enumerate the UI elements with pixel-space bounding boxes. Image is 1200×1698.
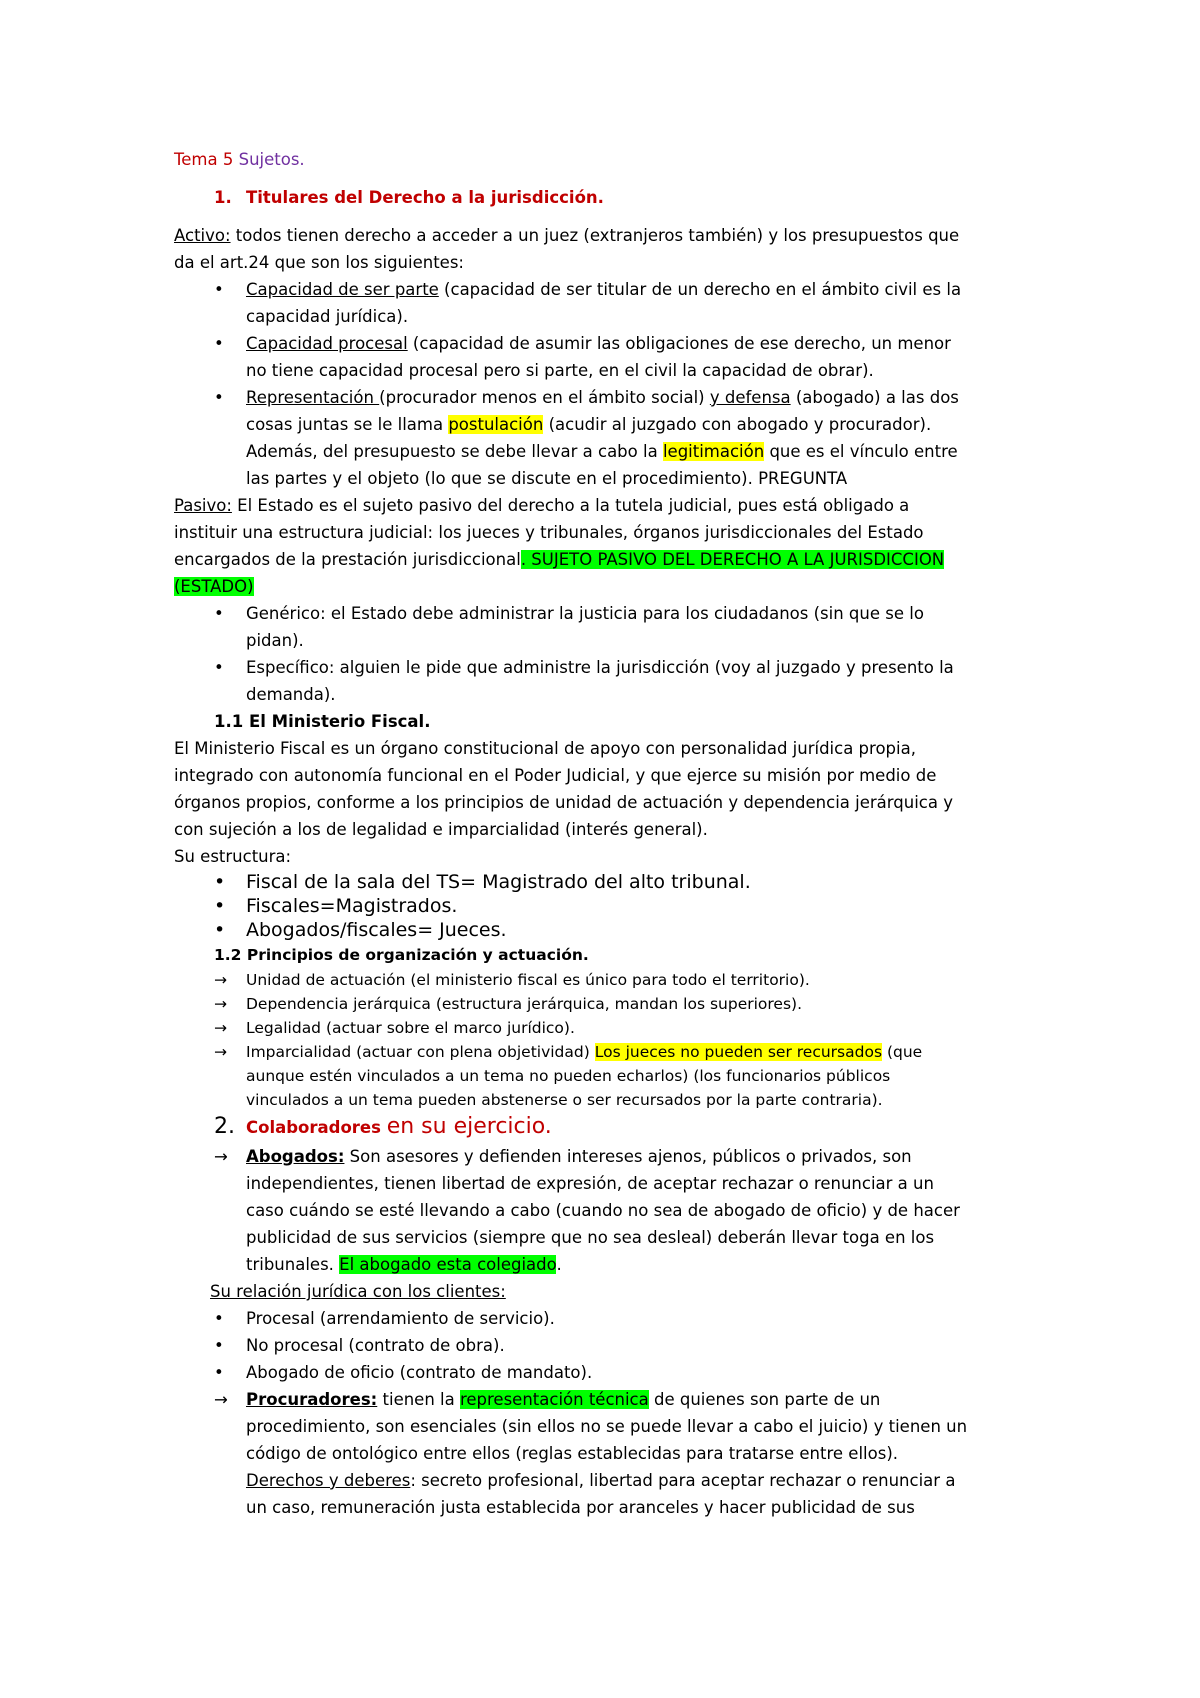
item-text-cont: independientes, tienen libertad de expresión, de aceptar rechazar o renunciar a un xyxy=(246,1174,934,1193)
text: encargados de la prestación jurisdiccional xyxy=(174,550,521,569)
estructura-label: Su estructura: xyxy=(174,847,292,866)
bullet-text-cont: capacidad jurídica). xyxy=(246,307,409,326)
subsection-heading: 1.2 Principios de organización y actuación. xyxy=(214,946,589,964)
procuradores-item xyxy=(174,1386,1054,1413)
paragraph-line: integrado con autonomía funcional en el Poder Judicial, y que ejerce su misión por medio de xyxy=(174,766,937,785)
arrow-icon: → xyxy=(214,971,227,989)
estructura-item xyxy=(174,894,1054,918)
item-text: Abogado de oficio (contrato de mandato). xyxy=(246,1363,593,1382)
section-heading-text: en su ejercicio. xyxy=(386,1114,552,1139)
bullet-marker: • xyxy=(214,871,226,893)
term: Procuradores: xyxy=(246,1390,378,1409)
term: Abogados: xyxy=(246,1147,345,1166)
arrow-icon: → xyxy=(214,1043,227,1061)
bullet-generico xyxy=(174,600,1054,627)
pasivo-line-3 xyxy=(174,546,1054,573)
text: . xyxy=(556,1255,562,1274)
bullet-marker: • xyxy=(214,1363,224,1382)
arrow-icon: → xyxy=(214,1390,228,1409)
pasivo-line-2: instituir una estructura judicial: los jueces y tribunales, órganos jurisdiccionales del Estado xyxy=(174,523,924,542)
item-text-cont: procedimiento, son esenciales (sin ellos no se puede llevar a cabo el juicio) y tienen un xyxy=(246,1417,968,1436)
bullet-representacion xyxy=(174,384,1054,411)
term: Capacidad procesal xyxy=(246,334,408,353)
item-text: Fiscales=Magistrados. xyxy=(246,895,458,917)
highlight-green: . SUJETO PASIVO DEL DERECHO A LA JURISDICCION xyxy=(520,550,945,569)
section-1-2 xyxy=(174,942,1054,1112)
activo-line-2: da el art.24 que son los siguientes: xyxy=(174,253,464,272)
term: Representación xyxy=(246,388,380,407)
bullet-marker: • xyxy=(214,388,224,407)
bullet-text: (abogado) a las dos xyxy=(790,388,959,407)
section-number: 2. xyxy=(214,1114,235,1139)
item-text: Unidad de actuación (el ministerio fiscal es único para todo el territorio). xyxy=(246,971,810,989)
bullet-text: (capacidad de ser titular de un derecho en el ámbito civil es la xyxy=(438,280,962,299)
highlight-green: representación técnica xyxy=(459,1390,649,1409)
principle-item xyxy=(174,992,1054,1016)
bullet-marker: • xyxy=(214,895,226,917)
arrow-icon: → xyxy=(214,1019,227,1037)
bullet-text: (procurador menos en el ámbito social) xyxy=(379,388,710,407)
relacion-item xyxy=(174,1359,1054,1386)
item-text-cont: aunque estén vinculados a un tema no pueden echarlos) (los funcionarios públicos xyxy=(246,1067,891,1085)
text: (acudir al juzgado con abogado y procurador). xyxy=(543,415,932,434)
relacion-label: Su relación jurídica con los clientes: xyxy=(210,1282,506,1301)
relacion-item xyxy=(174,1332,1054,1359)
highlight-yellow: legitimación xyxy=(662,442,765,461)
section-2 xyxy=(174,1112,1054,1521)
section-1-1 xyxy=(174,708,1054,942)
text: tribunales. xyxy=(246,1255,340,1274)
item-text: Imparcialidad (actuar con plena objetividad) xyxy=(246,1043,595,1061)
page-title xyxy=(174,146,1054,173)
item-text: Son asesores y defienden intereses ajenos, públicos o privados, son xyxy=(344,1147,912,1166)
pasivo-text: El Estado es el sujeto pasivo del derecho a la tutela judicial, pues está obligado a xyxy=(231,496,910,515)
paragraph-line: órganos propios, conforme a los principios de unidad de actuación y dependencia jerárquica y xyxy=(174,793,953,812)
estructura-item xyxy=(174,918,1054,942)
bullet-marker: • xyxy=(214,604,224,623)
bullet-text: (capacidad de asumir las obligaciones de ese derecho, un menor xyxy=(407,334,951,353)
title-part2: Sujetos. xyxy=(238,150,305,169)
bullet-text-cont xyxy=(174,411,1054,438)
item-text: de quienes son parte de un xyxy=(648,1390,881,1409)
pasivo-line-1 xyxy=(174,492,1054,519)
document-body xyxy=(174,146,1054,1521)
section-heading-text: Titulares del Derecho a la jurisdicción. xyxy=(246,188,604,207)
bullet-marker: • xyxy=(214,1309,224,1328)
abogados-item xyxy=(174,1143,1054,1170)
highlight-green: El abogado esta colegiado xyxy=(339,1255,557,1274)
activo-text: todos tienen derecho a acceder a un juez (extranjeros también) y los presupuestos que xyxy=(230,226,960,245)
bullet-marker: • xyxy=(214,1336,224,1355)
item-text: Abogados/fiscales= Jueces. xyxy=(246,919,507,941)
text: cosas juntas se le llama xyxy=(246,415,449,434)
item-text-cont: código de ontológico entre ellos (reglas establecidas para tratarse entre ellos). xyxy=(246,1444,898,1463)
bullet-marker: • xyxy=(214,919,226,941)
section-number: 1. xyxy=(214,188,232,207)
paragraph-line: con sujeción a los de legalidad e imparcialidad (interés general). xyxy=(174,820,708,839)
arrow-icon: → xyxy=(214,995,227,1013)
section-heading-text: Colaboradores xyxy=(246,1118,387,1137)
text: : secreto profesional, libertad para aceptar rechazar o renunciar a xyxy=(410,1471,956,1490)
bullet-capacidad-parte xyxy=(174,276,1054,303)
item-text-cont xyxy=(174,1251,1054,1278)
pasivo-block xyxy=(174,492,1054,708)
title-part1: Tema 5 xyxy=(174,150,239,169)
item-text: Legalidad (actuar sobre el marco jurídico). xyxy=(246,1019,575,1037)
text: Además, del presupuesto se debe llevar a cabo la xyxy=(246,442,663,461)
bullet-marker: • xyxy=(214,280,224,299)
pasivo-line-4 xyxy=(174,573,1054,600)
item-text-cont: vinculados a un tema pueden abstenerse o ser recursados por la parte contraria). xyxy=(246,1091,883,1109)
term: y defensa xyxy=(709,388,791,407)
item-text: Procesal (arrendamiento de servicio). xyxy=(246,1309,555,1328)
section-1-heading xyxy=(174,184,1054,211)
activo-line-1 xyxy=(174,222,1054,249)
text: que es el vínculo entre xyxy=(764,442,958,461)
subsection-heading: 1.1 El Ministerio Fiscal. xyxy=(214,712,431,731)
item-text-cont: publicidad de sus servicios (siempre que no sea desleal) deberán llevar toga en los xyxy=(246,1228,935,1247)
pasivo-label: Pasivo: xyxy=(174,496,232,515)
principle-item xyxy=(174,1016,1054,1040)
item-text: Fiscal de la sala del TS= Magistrado del alto tribunal. xyxy=(246,871,751,893)
highlight-green: (ESTADO) xyxy=(174,577,254,596)
item-text-cont: caso cuándo se esté llevando a cabo (cuando no sea de abogado de oficio) y de hacer xyxy=(246,1201,960,1220)
bullet-text-cont: pidan). xyxy=(246,631,304,650)
arrow-icon: → xyxy=(214,1147,228,1166)
bullet-text-cont xyxy=(174,438,1054,465)
highlight-yellow: postulación xyxy=(448,415,544,434)
item-text-cont xyxy=(174,1467,1054,1494)
principle-item xyxy=(174,1040,1054,1064)
bullet-text-cont: no tiene capacidad procesal pero si parte, en el civil la capacidad de obrar). xyxy=(246,361,874,380)
bullet-especifico xyxy=(174,654,1054,681)
highlight-yellow: Los jueces no pueden ser recursados xyxy=(594,1043,883,1061)
bullet-text: Genérico: el Estado debe administrar la justicia para los ciudadanos (sin que se lo xyxy=(246,604,924,623)
principle-item xyxy=(174,968,1054,992)
bullet-capacidad-procesal xyxy=(174,330,1054,357)
bullet-marker: • xyxy=(214,334,224,353)
item-text: (que xyxy=(882,1043,923,1061)
section-2-heading xyxy=(174,1112,1054,1143)
bullet-text-cont: demanda). xyxy=(246,685,336,704)
item-text: Dependencia jerárquica (estructura jerárquica, mandan los superiores). xyxy=(246,995,803,1013)
bullet-text: Específico: alguien le pide que administre la jurisdicción (voy al juzgado y presento la xyxy=(246,658,954,677)
activo-block xyxy=(174,222,1054,492)
item-text-cont: un caso, remuneración justa establecida por aranceles y hacer publicidad de sus xyxy=(246,1498,915,1517)
paragraph-line: El Ministerio Fiscal es un órgano constitucional de apoyo con personalidad jurídica propia, xyxy=(174,739,916,758)
activo-label: Activo: xyxy=(174,226,231,245)
term: Derechos y deberes xyxy=(246,1471,411,1490)
term: Capacidad de ser parte xyxy=(246,280,439,299)
bullet-text-cont: las partes y el objeto (lo que se discute en el procedimiento). PREGUNTA xyxy=(246,469,848,488)
item-text: No procesal (contrato de obra). xyxy=(246,1336,505,1355)
estructura-item xyxy=(174,870,1054,894)
item-text: tienen la xyxy=(377,1390,460,1409)
bullet-marker: • xyxy=(214,658,224,677)
relacion-item xyxy=(174,1305,1054,1332)
